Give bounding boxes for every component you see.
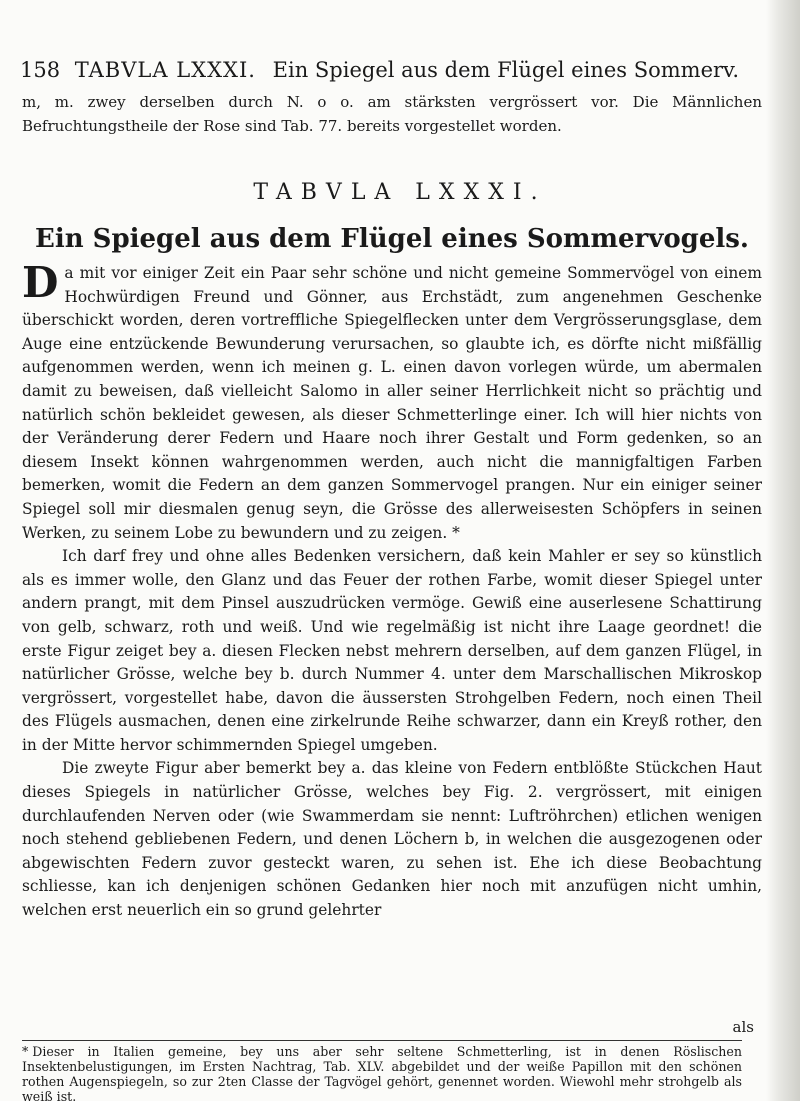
- catchword: als: [732, 1018, 754, 1036]
- drop-initial: D: [22, 258, 59, 307]
- paragraph-2: Ich darf frey und ohne alles Bedenken versichern, daß kein Mahler er sey so künstlich als es immer wolle, den Glanz und das Feuer der rothen Farbe, womit dieser Spiegel unter andern prangt, mit dem Pinsel auszudrücken vermöge. Gewiß eine auserlesene Schattirung von gelb, schwarz, roth und weiß. Und wie regelmäßig ist nicht ihre Laage geordnet! die erste Figur zeiget bey a. diesen Flecken nebst mehrern derselben, auf dem ganzen Flügel, in natürlicher Grösse, welche bey b. durch Nummer 4. unter dem Marschallischen Mikroskop vergrössert, vorgestellet habe, davon die äussersten Strohgelben Federn, noch einen Theil des Flügels ausmachen, denen eine zirkelrunde Reihe schwarzer, dann ein Kreyß rother, den in der Mitte hervor schimmernden Spiegel umgeben.: [22, 547, 762, 754]
- footnote-marker: *: [22, 1044, 29, 1059]
- page-number: 158: [20, 58, 61, 82]
- intro-text: m, m. zwey derselben durch N. o o. am stärksten vergrössert vor. Die Männlichen Befruchtungstheile der Rose sind Tab. 77. bereits vorgestellet worden.: [22, 93, 762, 135]
- plate-label: TABVLA LXXXI.: [74, 58, 256, 82]
- body-text: [22, 258, 762, 923]
- footnote: [22, 1044, 742, 1104]
- section-title: Ein Spiegel aus dem Flügel eines Sommervogels.: [35, 224, 749, 254]
- plate-heading: TABVLA LXXXI.: [253, 180, 547, 205]
- page-header: [20, 56, 760, 84]
- footnote-text: Dieser in Italien gemeine, bey uns aber sehr seltene Schmetterling, ist in denen Röslischen Insektenbelustigungen, im Ersten Nachtrag, Tab. XLV. abgebildet und der weiße Papillon mit den schönen rothen Augenspiegeln, so zur 2ten Classe der Tagvögel gehört, genennet worden. Wiewohl mehr strohgelb als weiß ist.: [22, 1044, 742, 1104]
- paragraph-1-text: a mit vor einiger Zeit ein Paar sehr schöne und nicht gemeine Sommervögel von einem Hochwürdigen Freund und Gönner, aus Erchstädt, zum angenehmen Geschenke überschickt worden, deren vortreffliche Spiegelflecken unter dem Vergrösserungsglase, dem Auge eine entzückende Bewunderung verursachen, so glaubte ich, es dörfte nicht mißfällig aufgenommen werden, wenn ich meinen g. L. einen davon vorlegen würde, um abermalen damit zu beweisen, daß vielleicht Salomo in aller seiner Herrlichkeit nicht so prächtig und natürlich schön bekleidet gewesen, als dieser Schmetterlinge einer. Ich will hier nichts von der Veränderung derer Federn und Haare noch ihrer Gestalt und Form gedenken, so an diesem Insekt können wahrgenommen werden, auch nicht die mannigfaltigen Farben bemerken, womit die Federn an dem ganzen Sommervogel prangen. Nur ein einiger seiner Spiegel soll mir diesmalen genug seyn, die Grösse des allerweisesten Schöpfers in seinen Werken, zu seinem Lobe zu bewundern und zu zeigen. *: [22, 264, 762, 542]
- scan-page-edge: [766, 0, 800, 1101]
- footnote-divider: [22, 1040, 742, 1041]
- paragraph-1: [22, 258, 762, 545]
- paragraph-3: Die zweyte Figur aber bemerkt bey a. das kleine von Federn entblößte Stückchen Haut dieses Spiegels in natürlicher Grösse, welches bey Fig. 2. vergrössert, mit einigen durchlaufenden Nerven oder (wie Swammerdam sie nennt: Luftröhrchen) etlichen wenigen noch stehend gebliebenen Federn, und denen Löchern b, in welchen die ausgezogenen oder abgewischten Federn zuvor gesteckt waren, zu sehen ist. Ehe ich diese Beobachtung schliesse, kan ich denjenigen schönen Gedanken hier noch mit anzufügen nicht umhin, welchen erst neuerlich ein so grund gelehrter: [22, 759, 762, 920]
- running-title: Ein Spiegel aus dem Flügel eines Sommerv.: [272, 58, 740, 82]
